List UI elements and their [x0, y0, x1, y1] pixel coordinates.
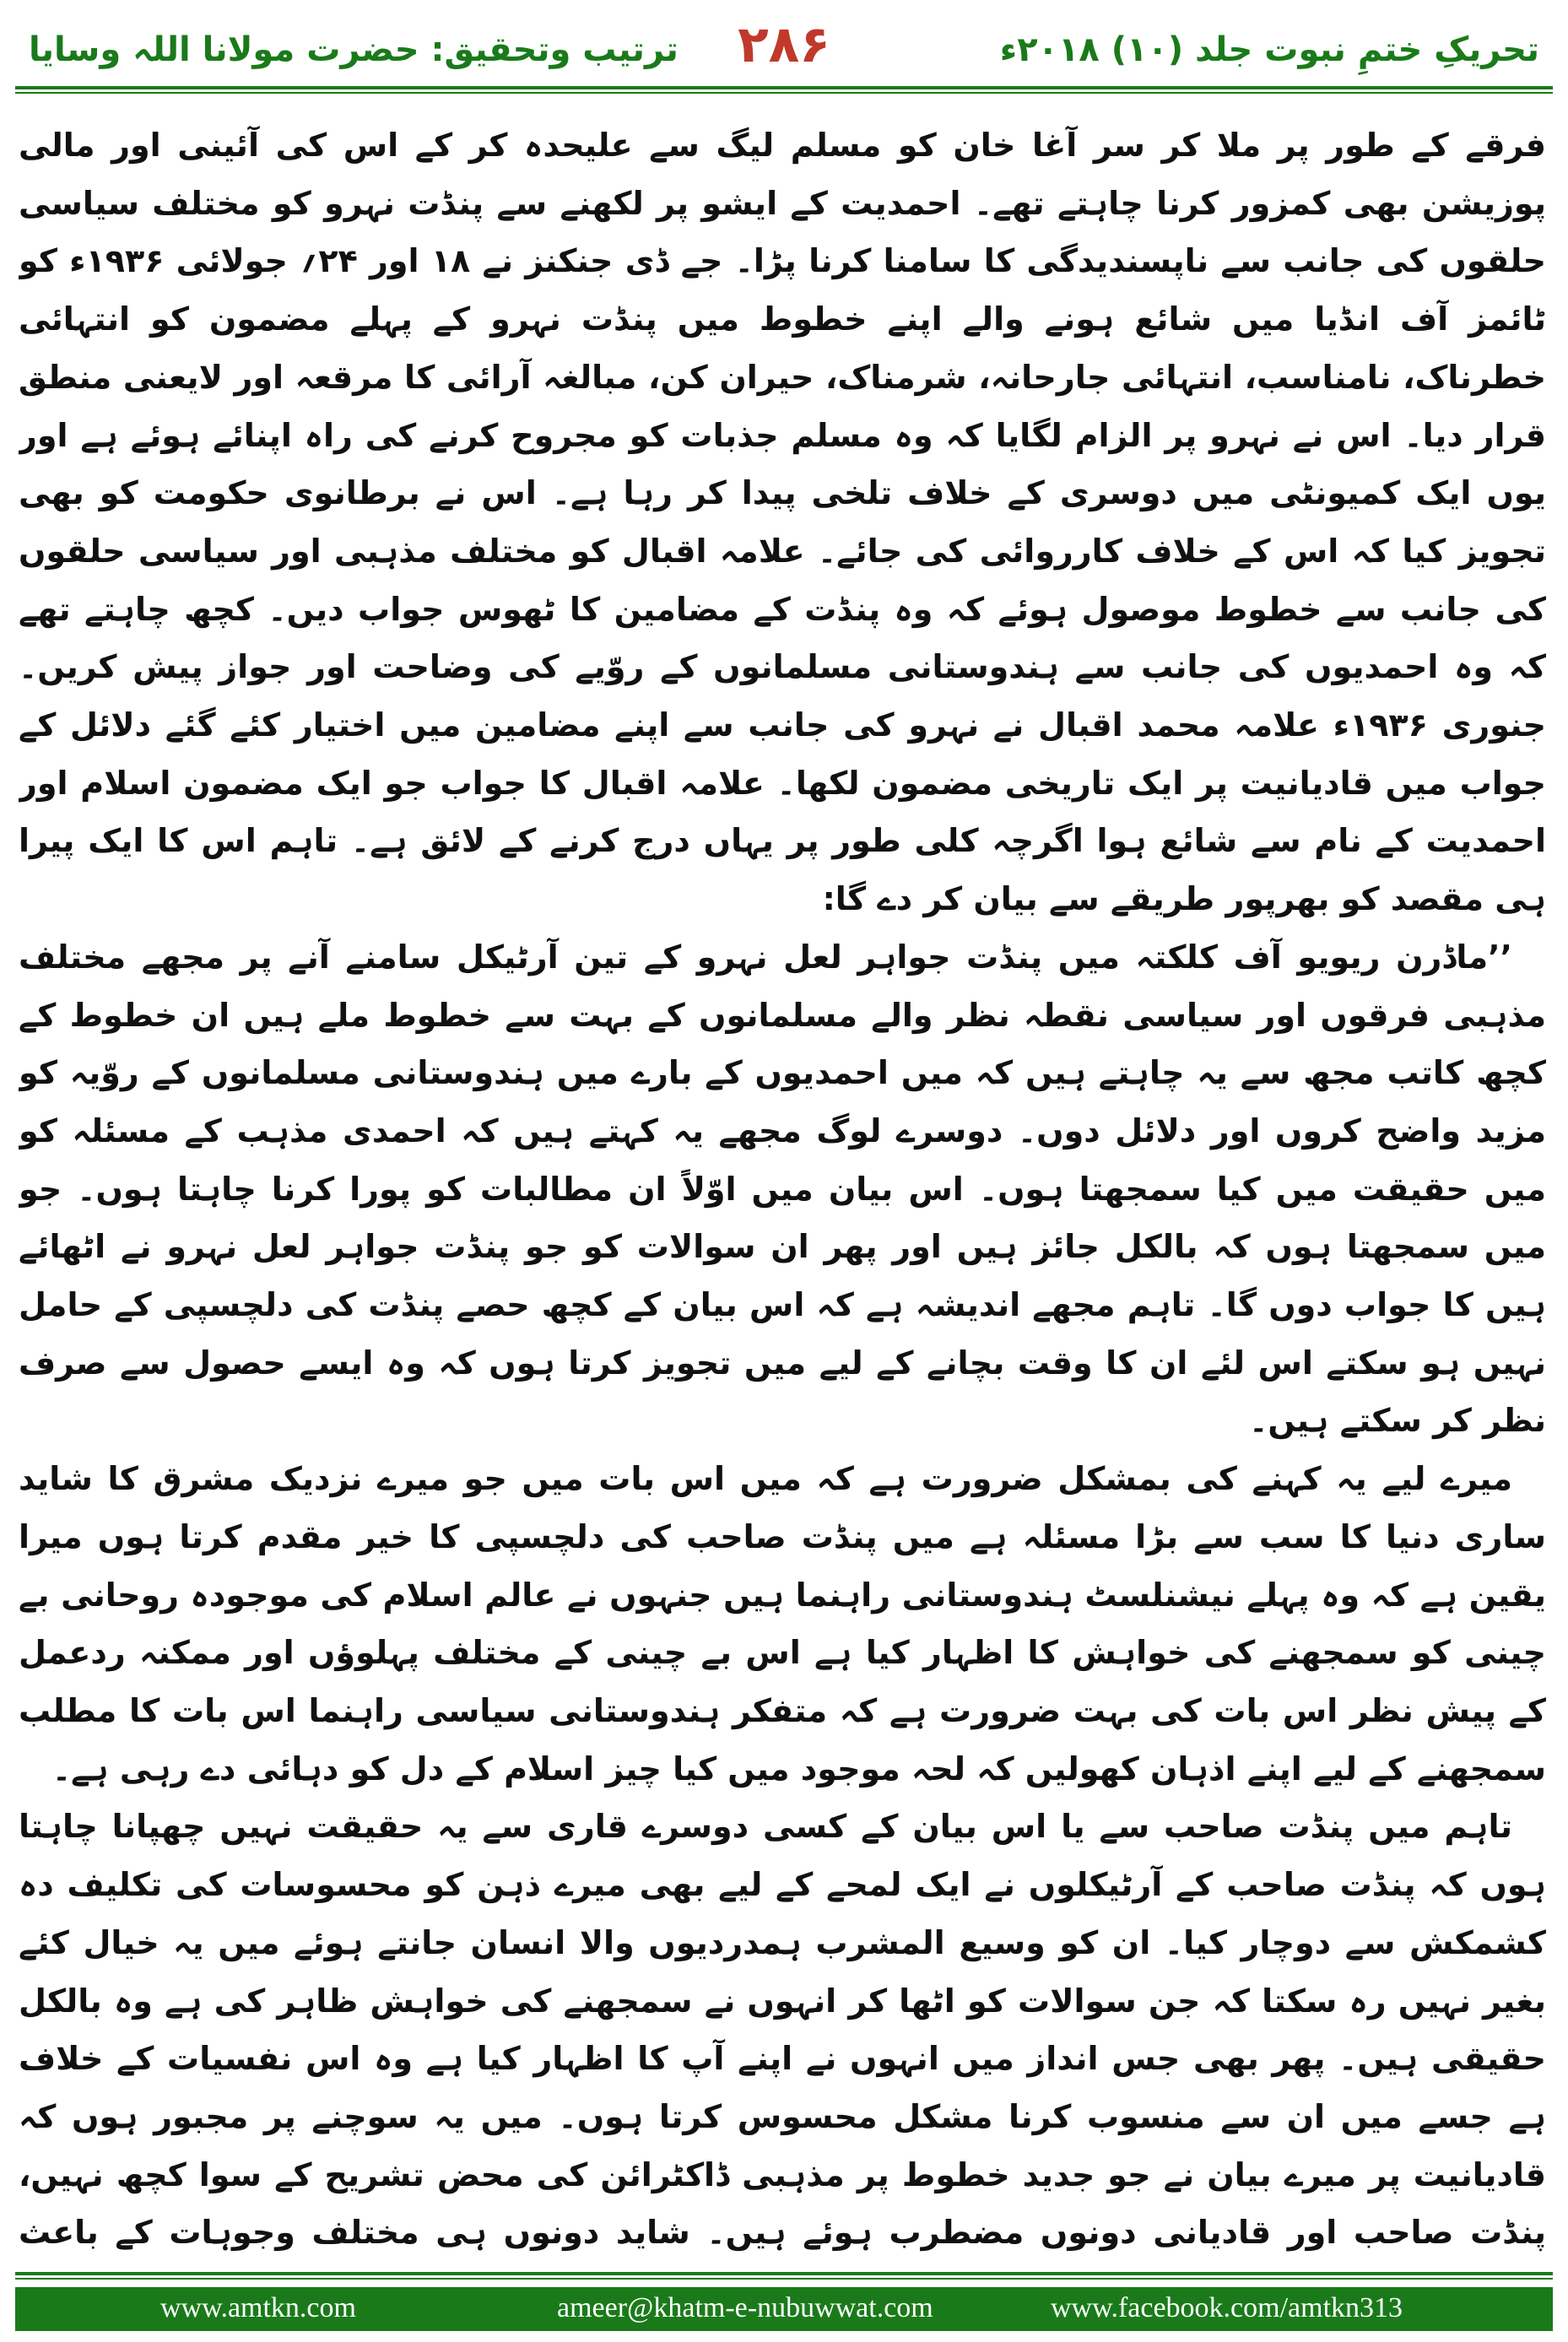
footer-facebook-link[interactable]: www.facebook.com/amtkn313	[1051, 2292, 1403, 2323]
header-divider	[15, 86, 1553, 89]
header-book-title: تحریکِ ختمِ نبوت جلد (۱۰) ۲۰۱۸ء	[999, 30, 1539, 69]
body-text	[19, 116, 1546, 2252]
paragraph-1: فرقے کے طور پر ملا کر سر آغا خان کو مسلم لیگ سے علیحدہ کر کے اس کی آئینی اور مالی پوزیشن بھی کمزور کرنا چاہتے تھے۔ احمدیت کے ایشو پر لکھنے سے پنڈت نہرو کو مختلف سیاسی حلقوں کی جانب سے ناپسندیدگی کا سامنا کرنا پڑا۔ جے ڈی جنکنز نے ۱۸ اور ۲۴؍ جولائی ۱۹۳۶ء کو ٹائمز آف انڈیا میں شائع ہونے والے اپنے خطوط میں پنڈت نہرو کے پہلے مضمون کو انتہائی خطرناک، نامناسب، انتہائی جارحانہ، شرمناک، حیران کن، مبالغہ آرائی کا مرقعہ اور لایعنی منطق قرار دیا۔ اس نے نہرو پر الزام لگایا کہ وہ مسلم جذبات کو مجروح کرنے کی راہ اپنائے ہوئے ہے اور یوں ایک کمیونٹی میں دوسری کے خلاف تلخی پیدا کر رہا ہے۔ اس نے برطانوی حکومت کو بھی تجویز کیا کہ اس کے خلاف کارروائی کی جائے۔ علامہ اقبال کو مختلف مذہبی اور سیاسی حلقوں کی جانب سے خطوط موصول ہوئے کہ وہ پنڈت کے مضامین کا ٹھوس جواب دیں۔ کچھ چاہتے تھے کہ وہ احمدیوں کی جانب سے ہندوستانی مسلمانوں کے روّیے کی وضاحت اور جواز پیش کریں۔ جنوری ۱۹۳۶ء علامہ محمد اقبال نے نہرو کی جانب سے اپنے مضامین میں اختیار کئے گئے دلائل کے جواب میں قادیانیت پر ایک تاریخی مضمون لکھا۔ علامہ اقبال کا جواب جو ایک مضمون اسلام اور احمدیت کے نام سے شائع ہوا اگرچہ کلی طور پر یہاں درج کرنے کے لائق ہے۔ تاہم اس کا ایک پیرا ہی مقصد کو بھرپور طریقے سے بیان کر دے گا:	[19, 127, 1546, 918]
header-compiler-credit: ترتیب وتحقیق: حضرت مولانا اللہ وسایا	[29, 30, 679, 69]
page-footer	[0, 2269, 1568, 2342]
footer-divider-thin	[15, 2278, 1553, 2280]
page-number: ۲۸۶	[738, 15, 830, 74]
paragraph-quote-start: ’’ماڈرن ریویو آف کلکتہ میں پنڈت جواہر لعل نہرو کے تین آرٹیکل سامنے آنے پر مجھے مختلف مذہبی فرقوں اور سیاسی نقطہ نظر والے مسلمانوں کے بہت سے خطوط ملے ہیں ان خطوط کے کچھ کاتب مجھ سے یہ چاہتے ہیں کہ میں احمدیوں کے بارے میں ہندوستانی مسلمانوں کے روّیہ کو مزید واضح کروں اور دلائل دوں۔ دوسرے لوگ مجھے یہ کہتے ہیں کہ احمدی مذہب کے مسئلہ کو میں حقیقت میں کیا سمجھتا ہوں۔ اس بیان میں اوّلاً ان مطالبات کو پورا کرنا چاہتا ہوں۔ جو میں سمجھتا ہوں کہ بالکل جائز ہیں اور پھر ان سوالات کو جو پنڈت جواہر لعل نہرو نے اٹھائے ہیں کا جواب دوں گا۔ تاہم مجھے اندیشہ ہے کہ اس بیان کے کچھ حصے پنڈت کی دلچسپی کے حامل نہیں ہو سکتے اس لئے ان کا وقت بچانے کے لیے میں تجویز کرتا ہوں کہ وہ ایسے حصول سے صرف نظر کر سکتے ہیں۔	[19, 938, 1546, 1440]
paragraph-3: میرے لیے یہ کہنے کی بمشکل ضرورت ہے کہ میں اس بات میں جو میرے نزدیک مشرق کا شاید ساری دنیا کا سب سے بڑا مسئلہ ہے میں پنڈت صاحب کی دلچسپی کا خیر مقدم کرتا ہوں میرا یقین ہے کہ وہ پہلے نیشنلسٹ ہندوستانی راہنما ہیں جنہوں نے عالم اسلام کی موجودہ روحانی بے چینی کو سمجھنے کی خواہش کا اظہار کیا ہے اس بے چینی کے مختلف پہلوؤں اور ممکنہ ردعمل کے پیش نظر اس بات کی بہت ضرورت ہے کہ متفکر ہندوستانی سیاسی راہنما اس بات کا مطلب سمجھنے کے لیے اپنے اذہان کھولیں کہ لحہ موجود میں کیا چیز اسلام کے دل کو دہائی دے رہی ہے۔	[19, 1460, 1546, 1788]
paragraph-4: تاہم میں پنڈت صاحب سے یا اس بیان کے کسی دوسرے قاری سے یہ حقیقت نہیں چھپانا چاہتا ہوں کہ پنڈت صاحب کے آرٹیکلوں نے ایک لمحے کے لیے بھی میرے ذہن کو محسوسات کی تکلیف دہ کشمکش سے دوچار کیا۔ ان کو وسیع المشرب ہمدردیوں والا انسان جانتے ہوئے میں یہ خیال کئے بغیر نہیں رہ سکتا کہ جن سوالات کو اٹھا کر انہوں نے سمجھنے کی خواہش ظاہر کی ہے وہ بالکل حقیقی ہیں۔ پھر بھی جس انداز میں انہوں نے اپنے آپ کا اظہار کیا ہے وہ اس نفسیات کے خلاف ہے جسے میں ان سے منسوب کرنا مشکل محسوس کرتا ہوں۔ میں یہ سوچنے پر مجبور ہوں کہ قادیانیت پر میرے بیان نے جو جدید خطوط پر مذہبی ڈاکٹرائن کی محض تشریح کے سوا کچھ نہیں، پنڈت صاحب اور قادیانی دونوں مضطرب ہوئے ہیں۔ شاید دونوں ہی مختلف وجوہات کے باعث	[19, 1808, 1546, 2252]
footer-divider	[15, 2272, 1553, 2275]
page-header	[0, 0, 1568, 80]
header-divider-thin	[15, 92, 1553, 94]
footer-website-link[interactable]: www.amtkn.com	[160, 2292, 356, 2323]
footer-email-link[interactable]: ameer@khatm-e-nubuwwat.com	[557, 2292, 933, 2323]
